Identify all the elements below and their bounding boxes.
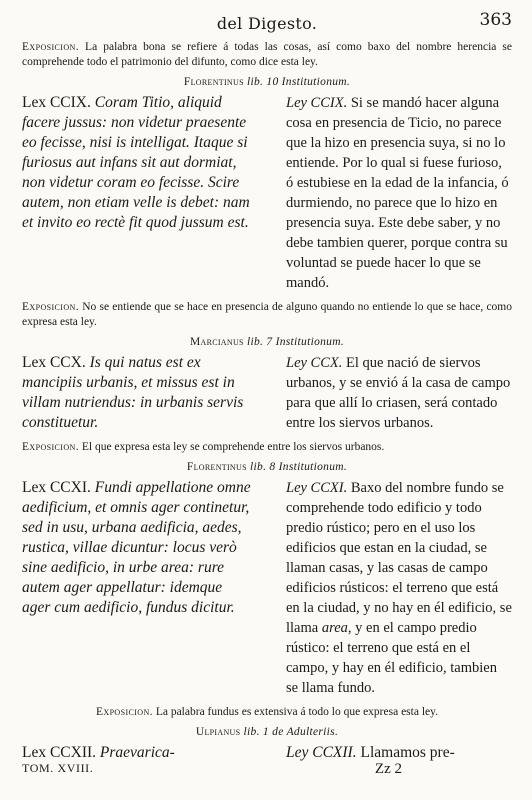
exposicion-text: El que expresa esta ley se comprehende entre los siervos urbanos.	[81, 441, 385, 453]
latin-column	[22, 743, 252, 763]
latin-heading: Lex CCIX.	[22, 94, 91, 111]
spanish-column	[286, 743, 512, 763]
exposicion-label: Exposicion.	[22, 441, 79, 453]
source-author: Florentinus	[186, 461, 247, 473]
running-head	[22, 10, 512, 40]
latin-text: Is qui natus est ex mancipiis urbanis, et missus est in villam nutriendus: in urbanis servis constituetur.	[22, 354, 244, 431]
spanish-heading: Ley CCXI.	[286, 480, 348, 496]
source-work: lib. 1 de Adulteriis.	[243, 726, 339, 738]
spanish-italic-term: area	[321, 620, 348, 636]
source-work: lib. 10 Institutionum.	[247, 76, 351, 88]
exposicion-label: Exposicion.	[95, 706, 153, 718]
spanish-text: Si se mandó hacer alguna cosa en presencia de Ticio, no parece que la hizo en presencia suya, si no lo entiende. Por lo qual si fuese furioso, ó estubiese en la edad de la infancia, ó durmiendo, no parece que lo hizo en presencia suya. Este debe saber, y no debe tambien querer, porque contra su voluntad se puede hacer lo que se mandó.	[286, 95, 509, 291]
source-citation	[22, 76, 512, 88]
page-number: 363	[479, 10, 512, 30]
spanish-text: El que nació de siervos urbanos, y se envió á la casa de campo para que allí lo criasen, será contado entre los siervos urbanos.	[286, 355, 511, 431]
spanish-column	[286, 478, 512, 698]
page-footer	[22, 761, 512, 778]
source-citation	[22, 336, 512, 348]
spanish-heading: Ley CCXII.	[286, 744, 357, 761]
spanish-text: Llamamos pre-	[360, 744, 455, 761]
source-work: lib. 8 Institutionum.	[250, 461, 348, 473]
exposicion-label: Exposicion.	[22, 301, 79, 313]
source-author: Florentinus	[183, 76, 244, 88]
signature-mark: Zz 2	[374, 761, 402, 777]
exposicion-text: La palabra fundus es extensiva á todo lo que expresa esta ley.	[155, 706, 439, 718]
source-citation	[22, 461, 512, 473]
law-ccxi	[22, 478, 512, 698]
law-ccx	[22, 353, 512, 433]
source-citation	[22, 726, 512, 738]
spanish-column	[286, 353, 512, 433]
exposicion-note	[22, 40, 512, 70]
spanish-text-continued: , y en el campo predio rústico: el terreno que está en el campo, y hay en él edificio, tambien se llama fundo.	[286, 620, 497, 696]
spanish-heading: Ley CCIX.	[286, 95, 348, 111]
exposicion-text: No se entiende que se hace en presencia de alguno quando no entiende lo que se hace, como expresa esta ley.	[22, 301, 513, 328]
latin-column	[22, 353, 252, 433]
latin-text: Coram Titio, aliquid facere jussus: non videtur praesente eo fecisse, nisi is intelligat. Itaque si furiosus aut infans sit aut dormiat, non videtur coram eo fecisse. Scire autem, non etiam velle is debet: nam et invito eo rectè fit quod jussum est.	[22, 94, 250, 231]
exposicion-text: La palabra bona se refiere á todas las cosas, así como baxo del nombre herencia se comprehende todo el patrimonio del difunto, como dice esta ley.	[22, 41, 513, 68]
latin-text: Fundi appellatione omne aedificium, et omnis ager continetur, sed in usu, urbana aedificia, aedes, rustica, villae dicuntur: locus verò sine aedificio, in urbe area: rure autem ager appellatur: idemque ager cum aedificio, fundus dicitur.	[22, 479, 251, 616]
latin-heading: Lex CCX.	[22, 354, 86, 371]
spanish-heading: Ley CCX.	[286, 355, 343, 371]
exposicion-note	[22, 705, 512, 720]
running-title: del Digesto.	[216, 14, 318, 33]
source-work: lib. 7 Institutionum.	[246, 336, 345, 348]
book-page	[22, 10, 512, 778]
exposicion-note	[22, 300, 512, 330]
exposicion-note	[22, 440, 512, 455]
source-author: Marcianus	[189, 336, 244, 348]
latin-heading: Lex CCXII.	[22, 744, 97, 761]
latin-heading: Lex CCXI.	[22, 479, 91, 496]
volume-mark: TOM. XVIII.	[22, 761, 94, 775]
latin-text: Praevarica-	[99, 744, 175, 761]
latin-column	[22, 93, 252, 293]
spanish-column	[286, 93, 512, 293]
latin-column	[22, 478, 252, 698]
law-ccix	[22, 93, 512, 293]
spanish-text: Baxo del nombre fundo se comprehende todo edificio y todo predio rústico; pero en el uso los edificios que estan en la ciudad, se llaman casas, y las casas de campo edificios rústicos: el terreno que está en la ciudad, y no hay en él edificio, se llama	[286, 480, 512, 636]
source-author: Ulpianus	[195, 726, 241, 738]
exposicion-label: Exposicion.	[22, 41, 79, 53]
law-ccxii	[22, 743, 512, 763]
